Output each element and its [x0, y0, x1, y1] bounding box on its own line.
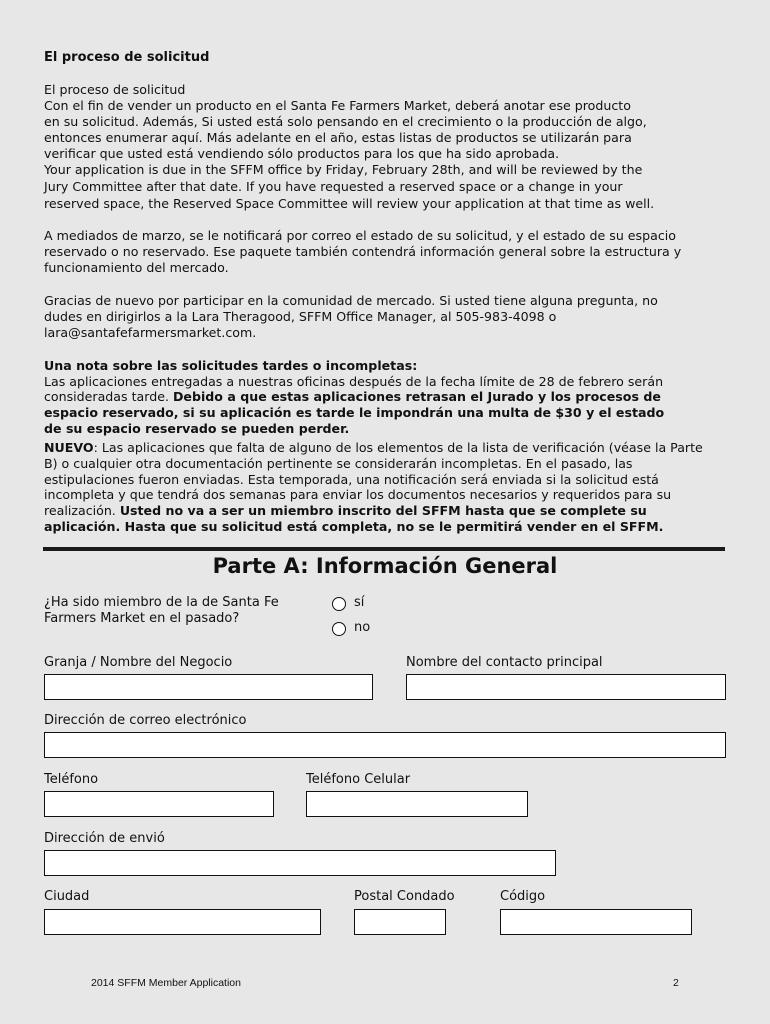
contact-line: dudes en dirigirlos a la Lara Theragood, SFFM Office Manager, al 505-983-4098 o: [44, 309, 557, 324]
code-field[interactable]: [500, 909, 692, 935]
radio-yes-label: sí: [354, 595, 365, 610]
member-question: ¿Ha sido miembro de la de Santa Fe: [44, 595, 279, 610]
intro-line: verificar que usted está vendiendo sólo productos para los que ha sido aprobada.: [44, 146, 560, 161]
email-field[interactable]: [44, 732, 726, 758]
intro-line: en su solicitud. Además, Si usted está solo pensando en el crecimiento o la producción de algo,: [44, 114, 647, 129]
radio-yes[interactable]: [332, 597, 346, 611]
phone-label: Teléfono: [44, 772, 99, 787]
form-title: Parte A: Información General: [212, 554, 558, 578]
footer-title: 2014 SFFM Member Application: [91, 977, 241, 989]
address-label: Dirección de envió: [44, 831, 165, 846]
radio-no[interactable]: [332, 622, 346, 636]
intro-line: entonces enumerar aquí. Más adelante en el año, estas listas de productos se utilizarán para: [44, 130, 632, 145]
late-note-heading: Una nota sobre las solicitudes tardes o incompletas:: [44, 358, 418, 373]
cell-field[interactable]: [306, 791, 528, 817]
member-question: Farmers Market en el pasado?: [44, 611, 240, 626]
page-number: 2: [673, 977, 679, 989]
email-label: Dirección de correo electrónico: [44, 713, 247, 728]
late-note-bold: espacio reservado, si su aplicación es tarde le impondrán una multa de $30 y el estado: [44, 405, 665, 420]
city-label: Ciudad: [44, 889, 90, 904]
contact-name-field[interactable]: [406, 674, 726, 700]
notice-line: reservado o no reservado. Ese paquete también contendrá información general sobre la estructura y: [44, 244, 682, 259]
late-note-text: consideradas tarde.: [44, 389, 173, 404]
contact-name-label: Nombre del contacto principal: [406, 655, 603, 670]
late-note-line: [44, 389, 661, 405]
late-note-line: Las aplicaciones entregadas a nuestras oficinas después de la fecha límite de 28 de febrero serán: [44, 374, 664, 389]
farm-name-label: Granja / Nombre del Negocio: [44, 655, 233, 670]
phone-field[interactable]: [44, 791, 274, 817]
radio-no-label: no: [354, 620, 371, 635]
nuevo-line: incompleta y que tendrá dos semanas para enviar los documentos necesarios y requeridos para su: [44, 487, 672, 502]
intro-line: reserved space, the Reserved Space Committee will review your application at that time as well.: [44, 196, 655, 211]
section-divider: [43, 547, 725, 551]
nuevo-line: estipulaciones fueron enviadas. Esta temporada, una notificación será enviada si la solicitud está: [44, 472, 659, 487]
farm-name-field[interactable]: [44, 674, 373, 700]
nuevo-label: NUEVO: [44, 440, 94, 455]
nuevo-bold: Usted no va a ser un miembro inscrito del SFFM hasta que se complete su: [119, 503, 647, 518]
code-label: Código: [500, 889, 546, 904]
nuevo-line: B) o cualquier otra documentación pertinente se considerarán incompletas. En el pasado, las: [44, 456, 633, 471]
intro-line: El proceso de solicitud: [44, 82, 186, 97]
nuevo-line: [44, 503, 647, 519]
contact-email-link[interactable]: lara@santafefarmersmarket.com.: [44, 325, 257, 340]
intro-line: Con el fin de vender un producto en el Santa Fe Farmers Market, deberá anotar ese producto: [44, 98, 631, 113]
late-note-bold: Debido a que estas aplicaciones retrasan el Jurado y los procesos de: [172, 389, 661, 404]
postal-field[interactable]: [354, 909, 446, 935]
intro-line: Jury Committee after that date. If you have requested a reserved space or a change in your: [44, 179, 623, 194]
nuevo-line: [44, 440, 703, 456]
address-field[interactable]: [44, 850, 556, 876]
late-note-bold: de su espacio reservado se pueden perder.: [44, 421, 350, 436]
nuevo-bold: aplicación. Hasta que su solicitud está completa, no se le permitirá vender en el SFFM.: [44, 519, 664, 534]
city-field[interactable]: [44, 909, 321, 935]
intro-line: Your application is due in the SFFM office by Friday, February 28th, and will be reviewed by the: [44, 162, 643, 177]
cell-label: Teléfono Celular: [306, 772, 411, 787]
notice-line: A mediados de marzo, se le notificará por correo el estado de su solicitud, y el estado de su espacio: [44, 228, 676, 243]
notice-line: funcionamiento del mercado.: [44, 260, 229, 275]
nuevo-text: realización.: [44, 503, 120, 518]
contact-line: Gracias de nuevo por participar en la comunidad de mercado. Si usted tiene alguna pregunta, no: [44, 293, 658, 308]
section-heading: El proceso de solicitud: [44, 50, 210, 65]
nuevo-text: : Las aplicaciones que falta de alguno de los elementos de la lista de verificación (véase la Parte: [93, 440, 703, 455]
postal-label: Postal Condado: [354, 889, 455, 904]
